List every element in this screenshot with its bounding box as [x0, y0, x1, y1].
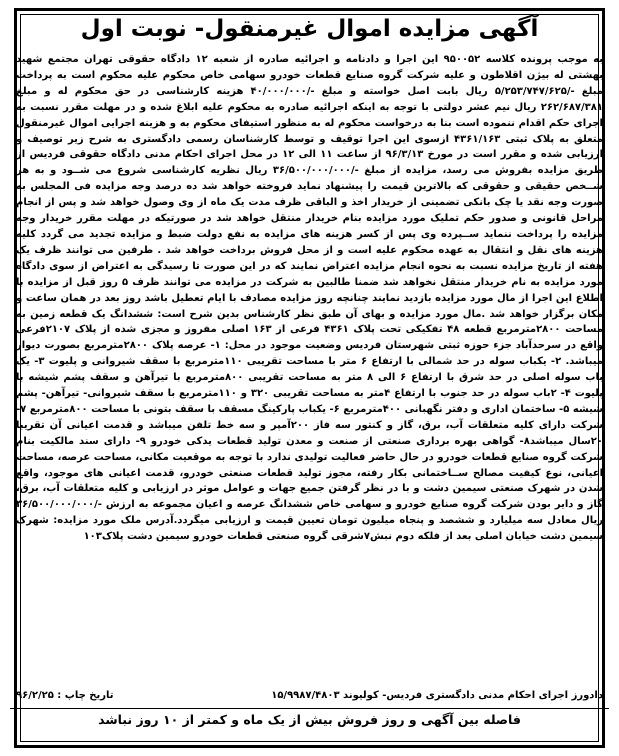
print-date: تاریخ چاپ : ۹۶/۲/۲۵ [16, 690, 114, 701]
notice-footer [16, 690, 603, 708]
issuer-signature: دادورز اجرای احکام مدنی دادگستری فردیس- کولیوند ۱۵/۹۹۸۷/۴۸۰۳ [271, 690, 603, 701]
interval-notice: فاصله بین آگهی و روز فروش بیش از یک ماه و کمتر از ۱۰ روز نباشد [98, 712, 521, 727]
notice-body: به موجب پرونده کلاسه ۹۵۰۰۵۲ این اجرا و دادنامه و اجرائیه صادره از شعبه ۱۲ دادگاه حقوقی تهران مجتمع شهید بهشتی له بیژن اقلاطون و علیه شرکت گروه صنایع قطعات خودرو سهامی خاص محکوم علیه محکوم است به پرداخت مبلغ -/۵/۲۵۳/۷۴۷/۶۲۵ ریال بابت اصل خواسته و مبلغ -/۴۰/۰۰۰/۰۰۰ هزینه کارشناسی در حق محکوم له و مبلغ ۲۶۲/۶۸۷/۳۸۱ ریال نیم عشر دولتی با توجه به اینکه اجرائیه صادره به محکوم علیه ابلاغ شده و در مهلت مقرر نسبت به اجرای حکم اقدام ننموده است بنا به درخواست محکوم له به منظور استیفای محکوم به و هزینه اجرایی اموال غیرمنقول متعلق به پلاک ثبتی ۴۳۶۱/۱۶۳ ازسوی این اجرا توقیف و توسط کارشناسان رسمی دادگستری به شرح زیر توصیف و ارزیابی شده و مقرر است در مورخ ۹۶/۳/۱۳ از ساعت ۱۱ الی ۱۲ در محل اجرای احکام مدنی دادگاه حقوقی فردیس از طریق مزایده بفروش می رسد، مزایده از مبلغ -/۳۶/۵۰۰/۰۰۰/۰۰۰ ریال نظریه کارشناسی شروع می شــود و به هر شــخص حقیقی و حقوقی که بالاترین قیمت را پیشنهاد نماید فروخته خواهد شد ده درصد وجه مزایده فی المجلس به صورت وجه نقد یا چک بانکی تضمینی از خریدار اخذ و الباقی ظرف مدت یک ماه از وی وصول خواهد شد و پس از انجام مراحل قانونی و صدور حکم تملیک مورد مزایده بنام خریدار منتقل خواهد شد در صورتیکه در مهلت مقرر خریدار وجه مزایده را پرداخت ننماید ســپرده وی پس از کسر هزینه های مزایده به نفع دولت ضبط و مزایده تجدید می گردد کلیه هزینه های نقل و انتقال به عهده محکوم علیه است و از محل فروش برداخت خواهد شد . طرفین می توانند ظرف یک هفته از تاریخ مزایده نسبت به نحوه انجام مزایده اعتراض نمایند که در این صورت تا رسیدگی به اعتراض از سوی دادگاه مورد مزایده به نام خریدار منتقل نخواهد شد ضمنا طالبین به شرکت در مزایده می توانند ظرف ۵ روز قبل از مزایده با اطلاع این اجرا از مال مورد مزایده بازدید نمایند چنانچه روز مزایده مصادف با ایام تعطیل باشد روز بعد در همان ساعت و مکان برگزار خواهد شد .مال مورد مزایده و بهای آن طبق نظر کارشناس بدین شرح است: ششدانگ یک قطعه زمین به مساحت ۲۸۰۰مترمربع قطعه ۴۸ تفکیکی تحت پلاک ۴۳۶۱ فرعی از ۱۶۳ اصلی مفروز و مجزی شده از پلاک ۲۱۰۷فرعی واقع در سرحدآباد جزء حوزه ثبتی شهرستان فردیس وضعیت موجود در محل: ۱- عرصه پلاک ۲۸۰۰مترمربع بصورت دیوار میباشد. ۲- یکباب سوله در حد شمالی با ارتفاع ۶ متر با مساحت تقریبی ۱۱۰مترمربع با سقف شیروانی و پلیوت ۳- یک باب سوله اصلی در حد شرق با ارتفاع ۶ الی ۸ متر به مساحت تقریبی ۸۰۰مترمربع با تیرآهن و سقف پشم شیشه با پلیوت ۴- ۲باب سوله در حد جنوب با ارتفاع ۴متر به مساحت تقریبی ۳۲۰ و ۱۱۰مترمربع با سقف شیروانی- تیرآهن- پشم شیشه ۵- ساختمان اداری و دفتر نگهبانی ۴۰۰مترمربع ۶- یکباب پارکینگ مسقف با سقف بتونی با مساحت ۸۰۰مترمربع ۷- شرکت دارای کلیه متعلقات آب، برق، گاز و کنتور سه فاز ۲۰۰آمپر و سه خط تلفن میباشد و قدمت اعیانی آن تقریبا ۲۰سال میباشد۸- گواهی بهره برداری صنعتی از صنعت و معدن تولید قطعات یدکی خودرو ۹- دارای سند مالکیت بنام شرکت گروه صنایع قطعات خودرو در حال حاضر فعالیت تولیدی ندارد با توجه به موقعیت مکانی، مساحت عرصه، مساحت اعیانی، نوع کیفیت مصالح ســاختمانی بکار رفته، مجوز تولید قطعات صنعتی خودرو، قدمت اعیانی های موجود، واقع شدن در شهرک صنعتی سیمین دشت و با در نظر گرفتن جمیع جهات و عوامل موثر در ارزیابی و کلیه متعلقات آب، برق، گاز و دایر بودن شرکت گروه صنایع خودرو و سهامی خاص ششدانگ عرصه و اعیان مجموعه به ارزش -/۳۶/۵۰۰/۰۰۰/۰۰۰ ریال معادل سه میلیارد و ششصد و پنجاه میلیون تومان تعیین قیمت و ارزیابی میگردد.آدرس ملک مورد مزایده: شهرک سیمین دشت خیابان اصلی بعد از فلکه دوم نبش۷شرقی گروه صنعتی قطعات خودرو سیمین دشت پلاک۱۰۳ [16, 54, 603, 543]
notice-title: آگهی مزایده اموال غیرمنقول- نوبت اول [80, 16, 539, 42]
footer-divider [10, 708, 609, 709]
